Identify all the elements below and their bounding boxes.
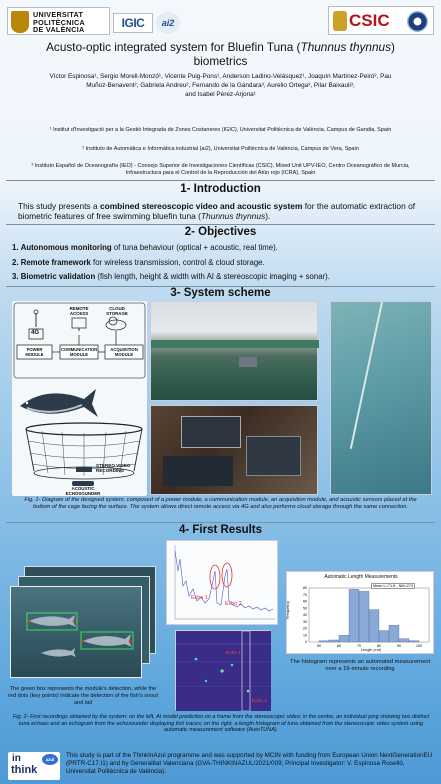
x-tick-label: 50 (317, 644, 321, 648)
x-tick-label: 80 (377, 644, 381, 648)
igic-logo (113, 13, 153, 33)
objectives-list (12, 242, 432, 283)
label-cloud-storage: CLOUD STORAGE (106, 306, 128, 316)
intro-text-bold: combined stereoscopic video and acoustic system (99, 201, 303, 211)
intro-text (18, 201, 428, 221)
fig2-caption: Fig. 2- First recordings obtained by the system: on the left, AI model prediction on a frame from the stereoscopic video; in the centre, an individual ping showing two distinct tuna echoes and an echogram from the echosounder displaying fish traces; on the right, a length histogram of tuna obtained from the stereoscopic video system using automatic measurement software (AutoTUNA). (12, 714, 430, 734)
upv-name-line-2: POLITÈCNICA (33, 17, 86, 27)
objective-rest: (fish length, height & width with AI & stereoscopic imaging + sonar). (95, 272, 330, 281)
label-acquisition-module: ACQUISITION MODULE (110, 347, 138, 357)
objective-num: 3. (12, 272, 19, 281)
electronics-photo (150, 405, 318, 495)
authors-line-3: and Isabel Pérez-Arjona¹ (185, 91, 256, 98)
objective-item (12, 271, 432, 283)
footer-text: This study is part of the ThinkInAzul programme and was supported by MCIN with funding from European Union NextGenerationEU (PRTR-C17.I1) and by Generalitat Valenciana (GVA-THINKINAZUL/2021/009; Principal Investigator: V. Espinosa Roselló, Universitat Politècnica de València). (66, 752, 433, 775)
histogram-legend: Mean L=71.8 - NM=273 (373, 584, 414, 588)
histogram-bar (389, 625, 399, 642)
authors-line-2: Muñoz-Benavent², Gabriela Andreu², Fernando de la Gándara³, Aurelio Ortega³, Pilar Baixauli³, (86, 82, 355, 89)
echogram-echo-1-label: Echo 1 (226, 651, 241, 656)
thinkinazul-logo (8, 752, 60, 780)
system-diagram (12, 301, 147, 496)
ai2-logo-text: ai2 (161, 18, 175, 28)
logo-in: in (12, 753, 21, 764)
label-4g: 4G (31, 330, 40, 336)
echo-1-marker (210, 565, 220, 589)
logo-think: think (11, 764, 38, 776)
affiliation-1: ¹ Institut d'Investigació per a la Gestió Integrada de Zones Costaneres (IGIC), Universitat Politècnica de València, Campus de Gandia, Spain (49, 127, 392, 133)
upv-logo (7, 7, 110, 35)
x-tick-label: 100 (416, 644, 422, 648)
histogram-bar (339, 635, 349, 642)
objective-rest: of tuna behaviour (optical + acoustic, real time). (111, 243, 278, 252)
y-tick-label: 40 (303, 613, 307, 618)
right-results-caption: The histogram represents an automated measurement over a 19-minute recording (289, 659, 431, 672)
x-tick-label: 90 (397, 644, 401, 648)
title-species: Thunnus thynnus (300, 40, 391, 54)
intro-text-1: This study presents a (18, 201, 100, 211)
y-tick-label: 60 (303, 599, 307, 604)
intro-text-3: ). (265, 211, 271, 221)
fig1-caption: Fig. 1- Diagram of the designed system, composed of a power module, a communication module, an acquisition module, and acoustic sensors placed at the bottom of the cage facing the surface. The system allows direct remote access via 4G and also performs cloud storage through the same connection. (24, 497, 417, 510)
scheme-heading: 3- System scheme (170, 287, 271, 299)
remote-access-icon (72, 318, 86, 331)
ai-detection-frames (10, 566, 158, 681)
label-echosounder: ACOUSTIC ECHOSOUNDER (65, 486, 101, 496)
igic-logo-text: IGIC (121, 16, 145, 30)
y-tick-label: 30 (303, 619, 307, 624)
keypoint-tail (73, 620, 76, 623)
upv-name-line-1: UNIVERSITAT (33, 10, 84, 19)
histogram-bar (369, 610, 379, 642)
ieo-emblem-icon (407, 11, 428, 32)
objective-num: 1. (12, 243, 19, 252)
results-heading: 4- First Results (178, 524, 263, 536)
title-line-2: biometrics (193, 54, 248, 68)
histogram-bar (409, 641, 419, 642)
intro-text-2: for the automatic extraction of biometric features of free swimming bluefin tuna ( (18, 201, 416, 221)
label-remote-access: REMOTE ACCESS (69, 306, 89, 316)
objective-num: 2. (12, 257, 19, 267)
echo-1-label: Echo 1 (191, 595, 208, 601)
label-power-module: POWER MODULE (25, 347, 44, 357)
x-tick-label: 70 (357, 644, 361, 648)
histogram-bar (379, 631, 389, 642)
objective-rest: for wireless transmission, control & cloud storage. (90, 257, 265, 267)
authors-line-1: Víctor Espinosa¹, Sergio Morell-Monzó¹, Vicente Puig-Pons¹, Anderson Ladino-Velásquez¹, Joaquín Martínez-Peiró², Pau (49, 73, 392, 80)
affiliation-2: ² Instituto de Automática e Informática industrial (ai2), Universitat Politècnica de València, Campus de Vera, Spain (82, 146, 359, 152)
y-tick-label: 50 (303, 606, 307, 611)
keypoint-tail (129, 640, 132, 643)
intro-heading: 1- Introduction (180, 183, 261, 195)
y-tick-label: 20 (303, 626, 307, 631)
ai2-logo (156, 12, 180, 34)
cloud-icon (106, 317, 126, 330)
y-tick-label: 80 (303, 586, 307, 591)
title-line-1-post: ) (391, 40, 395, 54)
csic-logo (328, 6, 434, 35)
keypoint-snout (82, 640, 85, 643)
authors (18, 72, 423, 99)
objective-item (12, 257, 432, 269)
poster-title (0, 40, 441, 68)
intro-divider (6, 224, 435, 225)
histogram-bar (349, 589, 359, 642)
stereo-camera-icon (76, 467, 92, 472)
antenna-icon (34, 310, 38, 327)
ping-trace (175, 551, 273, 611)
left-results-caption: The green box represents the module's detection, while the red dots (key points) indicate the detection of the fish's snout and tail (7, 686, 158, 706)
tuna-icon (20, 389, 98, 417)
upv-crest-icon (11, 11, 29, 33)
y-tick-label: 70 (303, 592, 307, 597)
intro-text-italic: Thunnus thynnus (200, 211, 266, 221)
objective-bold: Biometric validation (20, 272, 96, 281)
fish-farm-photo (150, 301, 318, 401)
echo-2-label: Echo 2 (225, 601, 242, 607)
length-histogram (286, 571, 434, 654)
header-divider (6, 180, 435, 181)
y-tick-label: 0 (305, 640, 307, 645)
histogram-title: Automatic Length Measurements (324, 574, 398, 580)
affiliation-3: ³ Instituto Español de Oceanografía (IEO) - Consejo Superior de Investigaciones Científicas (CSIC), Mixed Unit UPV-IEO, Centro Oceanográfico de Murcia, Infraestructura para el Control de la Reproducción del Atún rojo (ICRA), Spain (31, 163, 410, 176)
logo-azul: azul (42, 754, 58, 765)
objectives-heading: 2- Objectives (184, 226, 257, 238)
label-communication-module: COMMUNICATION MODULE (61, 347, 98, 357)
keypoint-snout (28, 620, 31, 623)
frame-front (10, 586, 142, 678)
objective-item (12, 242, 432, 254)
objective-bold: Autonomous monitoring (20, 243, 112, 252)
objective-bold: Remote framework (20, 257, 91, 267)
echogram (175, 630, 270, 710)
echogram-echo-2-label: Echo 2 (252, 699, 267, 704)
histogram-ylabel: Frequency (285, 601, 290, 619)
ping-plot (166, 540, 278, 625)
title-line-1-pre: Acusto-optic integrated system for Bluefin Tuna ( (46, 40, 301, 54)
histogram-bar (359, 591, 369, 642)
ping-plot-svg (167, 541, 279, 626)
fish-detection-svg (11, 587, 143, 679)
histogram-bar (319, 641, 329, 642)
csic-emblem-icon (333, 11, 347, 31)
label-stereo-video: STEREO VIDEO RECORDING (96, 463, 131, 474)
histogram-bar (399, 639, 409, 642)
x-tick-label: 60 (337, 644, 341, 648)
scheme-divider (6, 522, 435, 523)
y-tick-label: 10 (303, 633, 307, 638)
underwater-cage-photo (330, 301, 432, 495)
histogram-bar (329, 640, 339, 642)
echo-2-marker (222, 563, 232, 587)
csic-logo-text: CSIC (349, 11, 390, 30)
histogram-xlabel: Length (cm) (360, 648, 382, 652)
upv-name-line-3: DE VALÈNCIA (33, 25, 85, 35)
